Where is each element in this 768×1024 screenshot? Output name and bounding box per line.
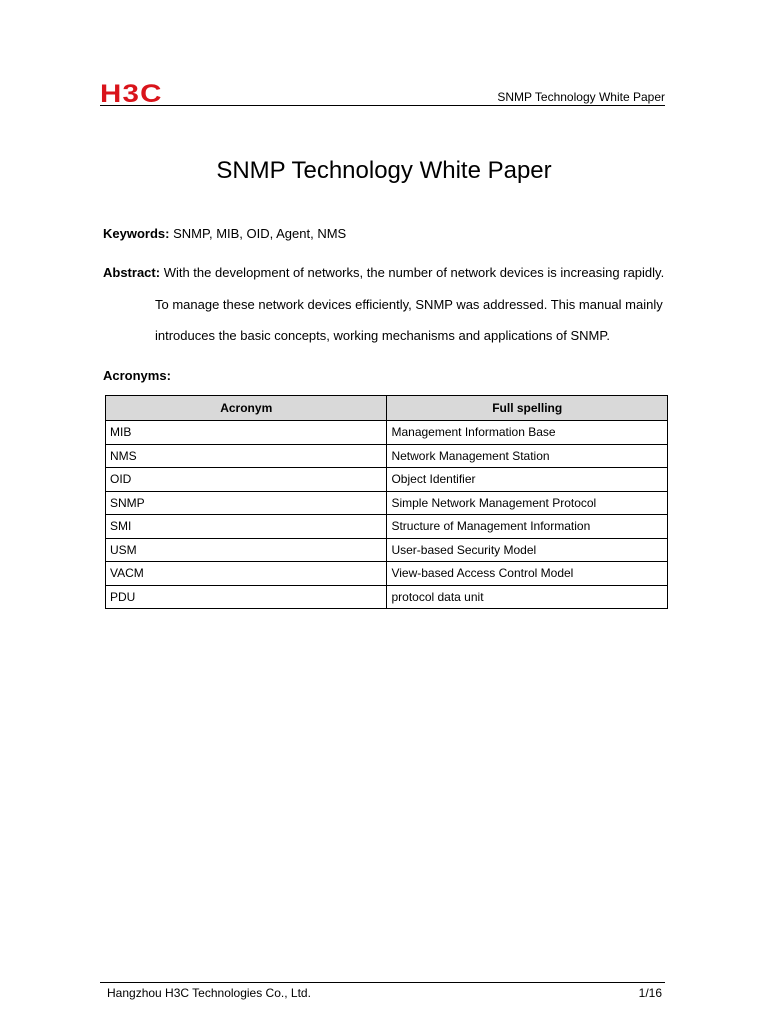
acronym-cell: SNMP xyxy=(106,491,387,515)
abstract-line-2: To manage these network devices efficiently, SNMP was addressed. This manual mainly xyxy=(155,297,663,312)
acronym-cell: MIB xyxy=(106,421,387,445)
acronym-cell: USM xyxy=(106,538,387,562)
table-row xyxy=(106,468,668,492)
footer-company: Hangzhou H3C Technologies Co., Ltd. xyxy=(107,986,311,1000)
table-row xyxy=(106,538,668,562)
table-row xyxy=(106,515,668,539)
column-header-acronym: Acronym xyxy=(106,396,387,421)
table-row xyxy=(106,421,668,445)
table-row xyxy=(106,491,668,515)
acronym-cell: VACM xyxy=(106,562,387,586)
footer-divider xyxy=(100,982,665,983)
table-row xyxy=(106,444,668,468)
acronyms-table xyxy=(105,395,668,609)
acronym-cell: SMI xyxy=(106,515,387,539)
abstract-text-1: With the development of networks, the number of network devices is increasing rapidly. xyxy=(160,265,665,280)
abstract-label: Abstract: xyxy=(103,265,161,280)
table-header-row xyxy=(106,396,668,421)
full-spelling-cell: Object Identifier xyxy=(387,468,668,492)
footer-page-number: 1/16 xyxy=(638,986,662,1000)
abstract-line-1 xyxy=(103,265,664,281)
column-header-full-spelling: Full spelling xyxy=(387,396,668,421)
acronym-cell: PDU xyxy=(106,585,387,609)
keywords-label: Keywords: xyxy=(103,226,170,241)
full-spelling-cell: View-based Access Control Model xyxy=(387,562,668,586)
full-spelling-cell: Simple Network Management Protocol xyxy=(387,491,668,515)
keywords-paragraph xyxy=(103,226,346,242)
full-spelling-cell: Network Management Station xyxy=(387,444,668,468)
header-title: SNMP Technology White Paper xyxy=(497,90,665,104)
document-title: SNMP Technology White Paper xyxy=(216,157,552,184)
table-row xyxy=(106,585,668,609)
full-spelling-cell: User-based Security Model xyxy=(387,538,668,562)
full-spelling-cell: Structure of Management Information xyxy=(387,515,668,539)
abstract-line-3: introduces the basic concepts, working mechanisms and applications of SNMP. xyxy=(155,328,610,343)
header-divider xyxy=(100,105,665,106)
acronym-cell: NMS xyxy=(106,444,387,468)
h3c-logo: H3C xyxy=(100,80,163,108)
acronym-cell: OID xyxy=(106,468,387,492)
acronyms-heading: Acronyms: xyxy=(103,368,171,383)
full-spelling-cell: protocol data unit xyxy=(387,585,668,609)
full-spelling-cell: Management Information Base xyxy=(387,421,668,445)
keywords-text: SNMP, MIB, OID, Agent, NMS xyxy=(169,226,347,241)
table-row xyxy=(106,562,668,586)
